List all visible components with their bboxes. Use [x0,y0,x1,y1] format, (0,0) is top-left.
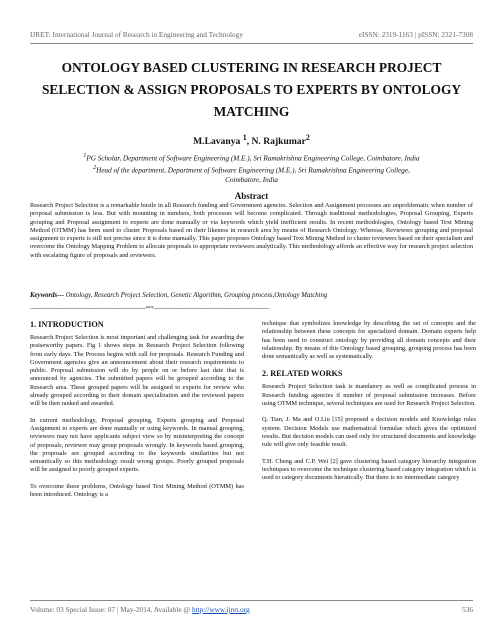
related-paragraph-2: Q. Tian, J. Ma and O.Liu [15] proposed a decision models and Knowledge rules system. Decision Models use mathematical formulae which gives the optimized results. But decision models can used only for structured documents and knowledge rule will give only feasible result. [262,416,476,449]
running-header [30,30,473,39]
abstract-body: Research Project Selection is a remarkable bustle in all Research funding and Government agencies. Selection and Assignment processes are unproblematic when number of proposal submission is less. But with mounting in numbers, both processes will become complicated. Through traditional methodologies, Proposal Grouping, Experts grouping and Proposal assignment to experts are done manually or via keywords which yield inefficient results. In recent methodologies, Ontology based Text Mining Method (OTMM) has been used to cluster Proposals based on their likeness in research area by means of Research Ontology. Whereas, Reviewers grouping and proposal assignment to experts is still not precise since it is done manually. This paper proposes Ontology based Text Mining Method to cluster reviewers based on their specialism and overcome the Ontology Mapping Problem to allocate proposals to appropriate reviewers analytically. This methodology affords an effective way for research project selection with escalating figure of proposals and reviewers. [30,202,473,259]
title-line-3: MATCHING [213,104,290,119]
author-2-sup: 2 [305,133,310,142]
affiliation-2 [30,164,473,176]
intro-paragraph-continued: technique that symbolizes knowledge by describing the set of concepts and the relationship between these concepts for specialized domain. Domain experts help has been used to construct ontology by providing all domain concepts and their relationship. By means of this Ontology based grouping, grouping process has been done semantically as well as systematically. [262,320,476,361]
affiliation-2-line-2: Coimbatore, India [225,175,278,184]
affiliation-2-sup: 2 [93,164,97,171]
related-paragraph-1: Research Project Selection task is mandatory as well as complicated process in Research funding agencies if number of proposal submission increases. Before using OTMM technique, several techniques are used for Research Project Selection. [262,383,476,408]
issn-info: eISSN: 2319-1163 | pISSN: 2321-7308 [358,30,473,39]
author-1: M.Lavanya [193,136,241,148]
paper-title [30,57,473,123]
intro-paragraph-3: To overcome these problems, Ontology based Text Mining Method (OTMM) has been introduced. Ontology is a [30,482,244,499]
footer-volume [30,605,250,614]
related-paragraph-3: T.H. Cheng and C.P. Wei [2] gave clustering based category hierarchy integration techniques to overcome the technique clustering based category integration which is used to category documents hieratically. But there is no intermediate category [262,457,476,482]
journal-link[interactable]: http://www.ijret.org [191,605,250,614]
abstract-heading: Abstract [234,191,269,201]
keywords-label: Keywords--- [30,292,64,299]
page-number: 536 [462,605,473,614]
header-rule [30,43,473,44]
right-column [262,320,476,490]
page-footer [30,605,473,614]
intro-paragraph-1: Research Project Selection is most important and challenging task for awarding the praiseworthy papers. Fig 1 shows steps in Research Project Selection following from early days. The Process begins with call for proposals. Research Funding and Government agencies give an announcement about their research requirements to public. Proposal submission will do by people on or before last date that is announced by agencies. The submitted papers will be grouped according to the Research area. These grouped papers will be assigned to experts for review who already grouped according to their domain specialization and the reviewed papers will be then ranked and awarded. [30,334,244,408]
intro-paragraph-2: In current methodology, Proposal grouping, Experts grouping and Proposal Assignment to experts are done manually or using keywords. In manual grouping, reviewers may not have applicants subject view so by misinterpreting the concept of proposals, reviewer may group proposals wrongly. In keywords based grouping, the proposals are grouped according to the keywords similarities but not semantically so this methodology result wrong groups. Poorly grouped proposals will be assigned to poorly grouped experts. [30,416,244,474]
author-line [30,133,473,147]
affiliations [30,152,473,185]
title-line-2: SELECTION & ASSIGN PROPOSALS TO EXPERTS BY ONTOLOGY [41,82,462,97]
affiliation-1-text: PG Scholar, Department of Software Engineering (M.E.), Sri Ramakrishna Engineering College, Coimbatore, India [86,154,420,163]
footer-rule [30,600,473,601]
author-separator: , [246,136,252,148]
footer-volume-text: Volume: 03 Special Issue: 07 | May-2014, Available @ [30,605,192,614]
affiliation-2-text: Head of the department, Department of Software Engineering (M.E.), Sri Ramakrishna Engineering College, [96,166,410,175]
introduction-heading: 1. INTRODUCTION [30,320,104,329]
keywords-line [30,292,473,299]
author-1-sup: 1 [242,133,247,142]
author-2: N. Rajkumar [251,136,306,148]
title-line-1: ONTOLOGY BASED CLUSTERING IN RESEARCH PROJECT [61,60,442,75]
affiliation-1 [30,152,473,164]
related-works-heading: 2. RELATED WORKS [262,369,343,379]
left-column [30,320,244,507]
keywords-text: Ontology, Research Project Selection, Genetic Algorithm, Grouping process,Ontology Matching [63,292,328,299]
section-divider: --------------------------------------------------------------------***-------------------------------------------------------------------- [30,306,270,312]
journal-name: IJRET: International Journal of Research in Engineering and Technology [30,30,243,39]
affiliation-1-sup: 1 [83,153,87,159]
